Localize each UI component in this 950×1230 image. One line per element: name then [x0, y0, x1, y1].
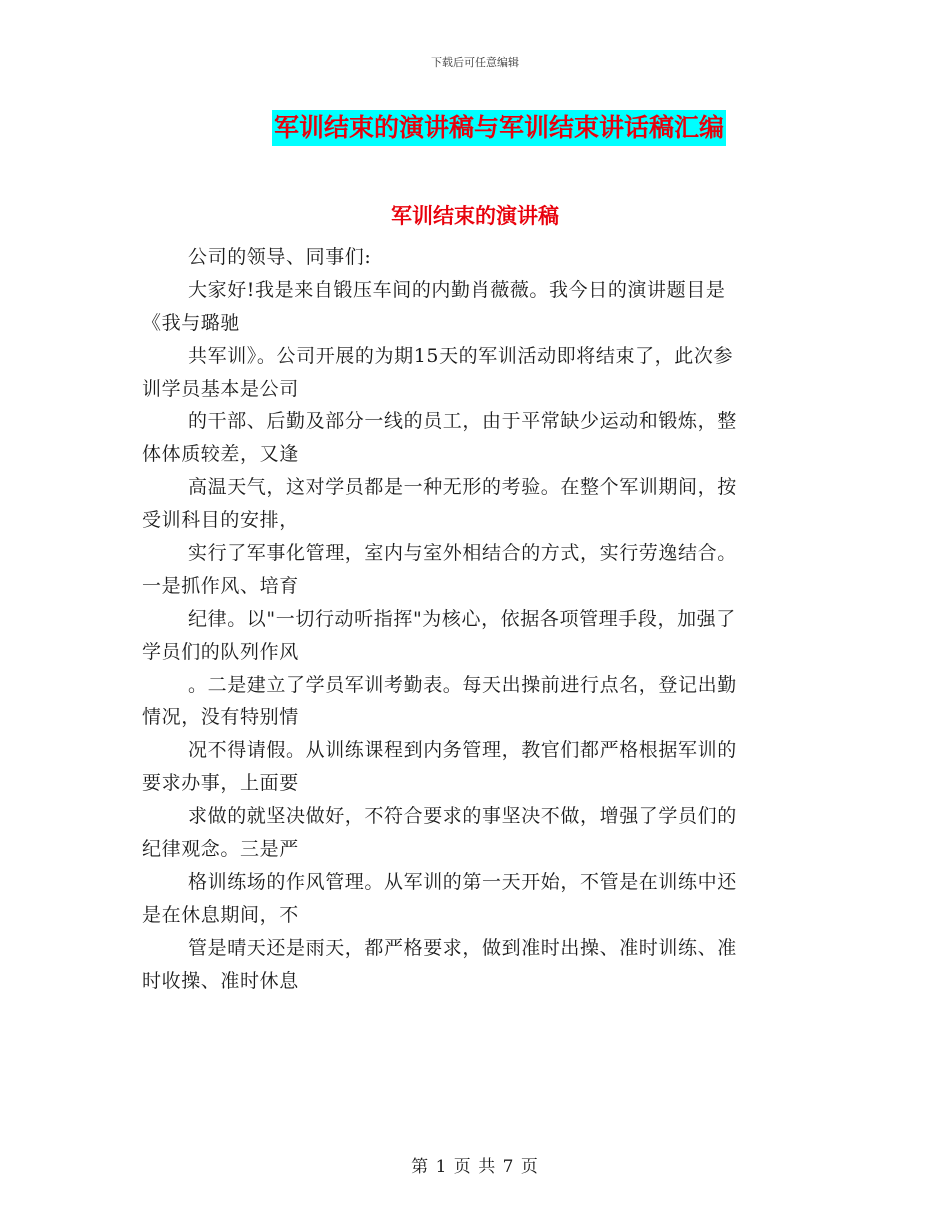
body-line: 体体质较差，又逢	[142, 443, 299, 466]
body-line: 况不得请假。从训练课程到内务管理，教官们都严格根据军训的	[188, 739, 737, 762]
body-line: 训学员基本是公司	[142, 377, 299, 400]
body-top-spacer	[142, 221, 812, 241]
body-line: 学员们的队列作风	[142, 640, 299, 663]
body-line: 要求办事，上面要	[142, 772, 299, 795]
body-line: 求做的就坚决做好，不符合要求的事坚决不做，增强了学员们的	[188, 805, 737, 828]
body-line: 实行了军事化管理，室内与室外相结合的方式，实行劳逸结合。	[188, 542, 737, 565]
body-line: 纪律。以"一切行动听指挥"为核心，依据各项管理手段，加强了	[188, 607, 736, 630]
body-line: 公司的领导、同事们:	[188, 246, 372, 268]
body-line: 是在休息期间，不	[142, 903, 299, 926]
body-line: 时收操、准时休息	[142, 969, 299, 992]
body-line: 情况，没有特别情	[142, 706, 299, 729]
body-line: 共军训》。公司开展的为期15天的军训活动即将结束了，此次参	[188, 344, 734, 367]
document-title: 军训结束的演讲稿与军训结束讲话稿汇编	[272, 110, 726, 146]
body-line: 的干部、后勤及部分一线的员工，由于平常缺少运动和锻炼，整	[188, 410, 737, 433]
body-line: 高温天气，这对学员都是一种无形的考验。在整个军训期间，按	[188, 476, 737, 499]
body-line: 。二是建立了学员军训考勤表。每天出操前进行点名，登记出勤	[188, 673, 737, 696]
body-line: 格训练场的作风管理。从军训的第一天开始，不管是在训练中还	[188, 870, 737, 893]
document-body	[142, 221, 812, 997]
body-line: 一是抓作风、培育	[142, 574, 299, 597]
page-header-note: 下载后可任意编辑	[431, 56, 519, 69]
body-line: 受训科目的安排，	[142, 509, 299, 532]
page-number-footer: 第 1 页 共 7 页	[411, 1157, 539, 1177]
body-line: 大家好!我是来自锻压车间的内勤肖薇薇。我今日的演讲题目是	[188, 278, 726, 301]
body-line: 纪律观念。三是严	[142, 838, 299, 861]
document-title-container	[0, 110, 950, 146]
section-title: 军训结束的演讲稿	[391, 203, 559, 228]
body-line: 《我与璐驰	[142, 311, 241, 334]
body-line: 管是晴天还是雨天，都严格要求，做到准时出操、准时训练、准	[188, 936, 737, 959]
